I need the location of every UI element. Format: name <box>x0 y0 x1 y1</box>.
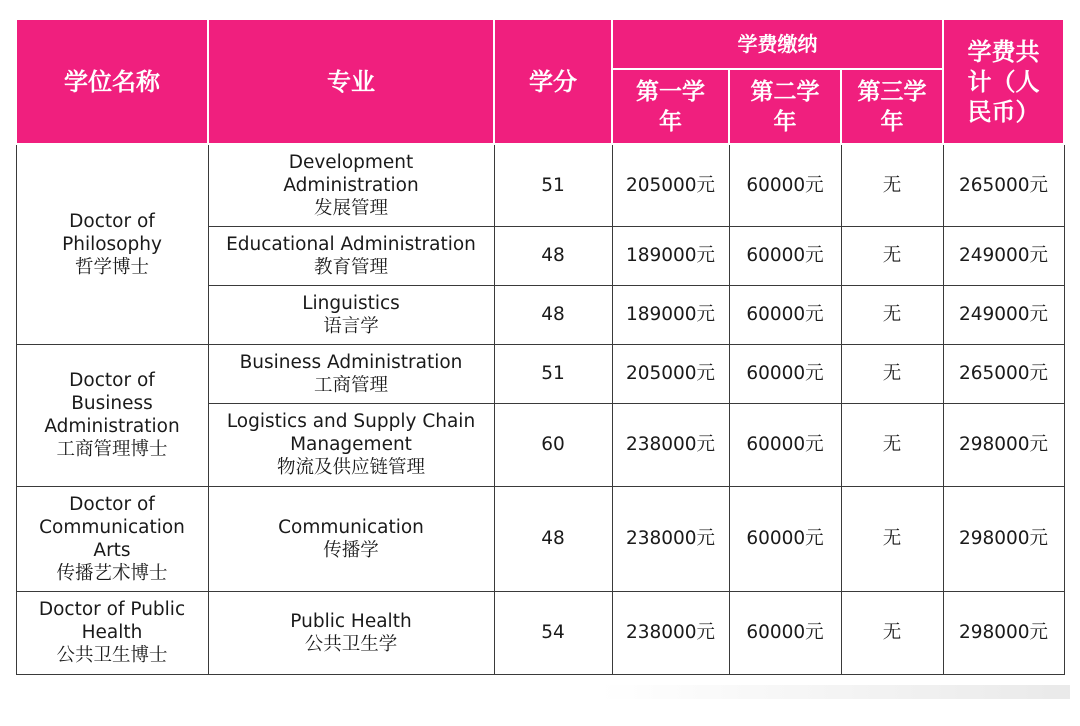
header-total <box>943 19 1064 144</box>
table-body <box>16 144 1064 674</box>
header-year3 <box>841 69 943 144</box>
header-tuition: 学费缴纳 <box>612 19 943 69</box>
major-line: 物流及供应链管理 <box>276 457 425 478</box>
year3-cell: 无 <box>841 403 943 486</box>
year1-cell: 238000元 <box>612 486 729 591</box>
major-line: Logistics and Supply Chain <box>226 411 476 432</box>
major-line: Administration <box>283 174 419 196</box>
year2-cell: 60000元 <box>729 285 841 344</box>
year2-cell: 60000元 <box>729 226 841 285</box>
total-cell: 249000元 <box>943 285 1064 344</box>
year3-cell: 无 <box>841 285 943 344</box>
year1-cell: 238000元 <box>612 591 729 674</box>
header-year3-line: 第三学 <box>857 78 927 105</box>
header-year2-line: 第二学 <box>750 78 820 105</box>
year3-cell: 无 <box>841 344 943 403</box>
total-cell: 298000元 <box>943 403 1064 486</box>
year1-cell: 205000元 <box>612 344 729 403</box>
header-total-line: 学费共 <box>967 37 1040 66</box>
table-row <box>16 144 1064 226</box>
degree-line: 工商管理博士 <box>56 439 168 460</box>
total-cell: 265000元 <box>943 144 1064 226</box>
major-line: 发展管理 <box>313 197 388 219</box>
degree-line: Doctor of <box>69 493 155 515</box>
major-line: 公共卫生学 <box>304 633 398 655</box>
header-degree: 学位名称 <box>16 19 208 144</box>
header-year2-line: 年 <box>773 108 797 135</box>
year1-cell: 189000元 <box>612 226 729 285</box>
total-cell: 265000元 <box>943 344 1064 403</box>
year3-cell: 无 <box>841 486 943 591</box>
header-year1-line: 年 <box>659 108 682 135</box>
header-major: 专业 <box>208 19 494 144</box>
header-year1 <box>612 69 729 144</box>
year2-cell: 60000元 <box>729 144 841 226</box>
credits-cell: 48 <box>494 226 612 285</box>
degree-line: Business <box>71 393 153 414</box>
year3-cell: 无 <box>841 591 943 674</box>
year2-cell: 60000元 <box>729 344 841 403</box>
degree-cell <box>16 591 208 674</box>
major-line: 语言学 <box>323 315 379 337</box>
major-cell <box>208 591 494 674</box>
header-year2 <box>729 69 841 144</box>
credits-cell: 60 <box>494 403 612 486</box>
degree-line: 哲学博士 <box>74 256 149 278</box>
credits-cell: 48 <box>494 285 612 344</box>
major-cell <box>208 285 494 344</box>
major-cell <box>208 486 494 591</box>
major-line: 工商管理 <box>313 374 388 396</box>
year1-cell: 238000元 <box>612 403 729 486</box>
major-cell <box>208 144 494 226</box>
total-cell: 298000元 <box>943 591 1064 674</box>
major-line: Public Health <box>290 610 412 632</box>
major-line: 传播学 <box>323 539 379 561</box>
total-cell: 249000元 <box>943 226 1064 285</box>
table-row <box>16 344 1064 403</box>
degree-line: Doctor of <box>69 210 155 232</box>
major-line: Communication <box>278 516 424 538</box>
degree-line: Doctor of <box>69 370 155 391</box>
credits-cell: 48 <box>494 486 612 591</box>
header-year1-line: 第一学 <box>636 78 705 105</box>
header-total-line: 计（人 <box>967 67 1040 96</box>
degree-line: Philosophy <box>62 233 162 255</box>
degree-cell <box>16 486 208 591</box>
major-cell <box>208 226 494 285</box>
total-cell: 298000元 <box>943 486 1064 591</box>
major-line: Management <box>290 434 412 455</box>
year2-cell: 60000元 <box>729 486 841 591</box>
degree-line: Health <box>81 622 143 643</box>
year3-cell: 无 <box>841 226 943 285</box>
major-line: 教育管理 <box>313 256 388 278</box>
year1-cell: 205000元 <box>612 144 729 226</box>
major-cell <box>208 403 494 486</box>
bottom-fade-strip <box>600 685 1070 699</box>
degree-line: Communication <box>39 516 185 538</box>
degree-line: 公共卫生博士 <box>56 645 168 666</box>
year1-cell: 189000元 <box>612 285 729 344</box>
credits-cell: 51 <box>494 144 612 226</box>
header-total-line: 民币） <box>967 97 1040 126</box>
major-line: Business Administration <box>239 351 463 373</box>
header-credits: 学分 <box>494 19 612 144</box>
degree-line: Administration <box>44 416 180 437</box>
year2-cell: 60000元 <box>729 403 841 486</box>
table-header <box>16 19 1064 144</box>
degree-line: 传播艺术博士 <box>56 562 168 584</box>
credits-cell: 54 <box>494 591 612 674</box>
degree-cell <box>16 144 208 344</box>
year2-cell: 60000元 <box>729 591 841 674</box>
major-cell <box>208 344 494 403</box>
degree-cell <box>16 344 208 486</box>
degree-line: Arts <box>93 539 131 561</box>
table-row <box>16 486 1064 591</box>
header-year3-line: 年 <box>880 108 904 135</box>
major-line: Linguistics <box>302 292 400 314</box>
credits-cell: 51 <box>494 344 612 403</box>
major-line: Educational Administration <box>226 233 476 255</box>
table-row <box>16 591 1064 674</box>
degree-line: Doctor of Public <box>38 599 186 620</box>
year3-cell: 无 <box>841 144 943 226</box>
major-line: Development <box>288 151 414 173</box>
tuition-table <box>15 18 1065 675</box>
